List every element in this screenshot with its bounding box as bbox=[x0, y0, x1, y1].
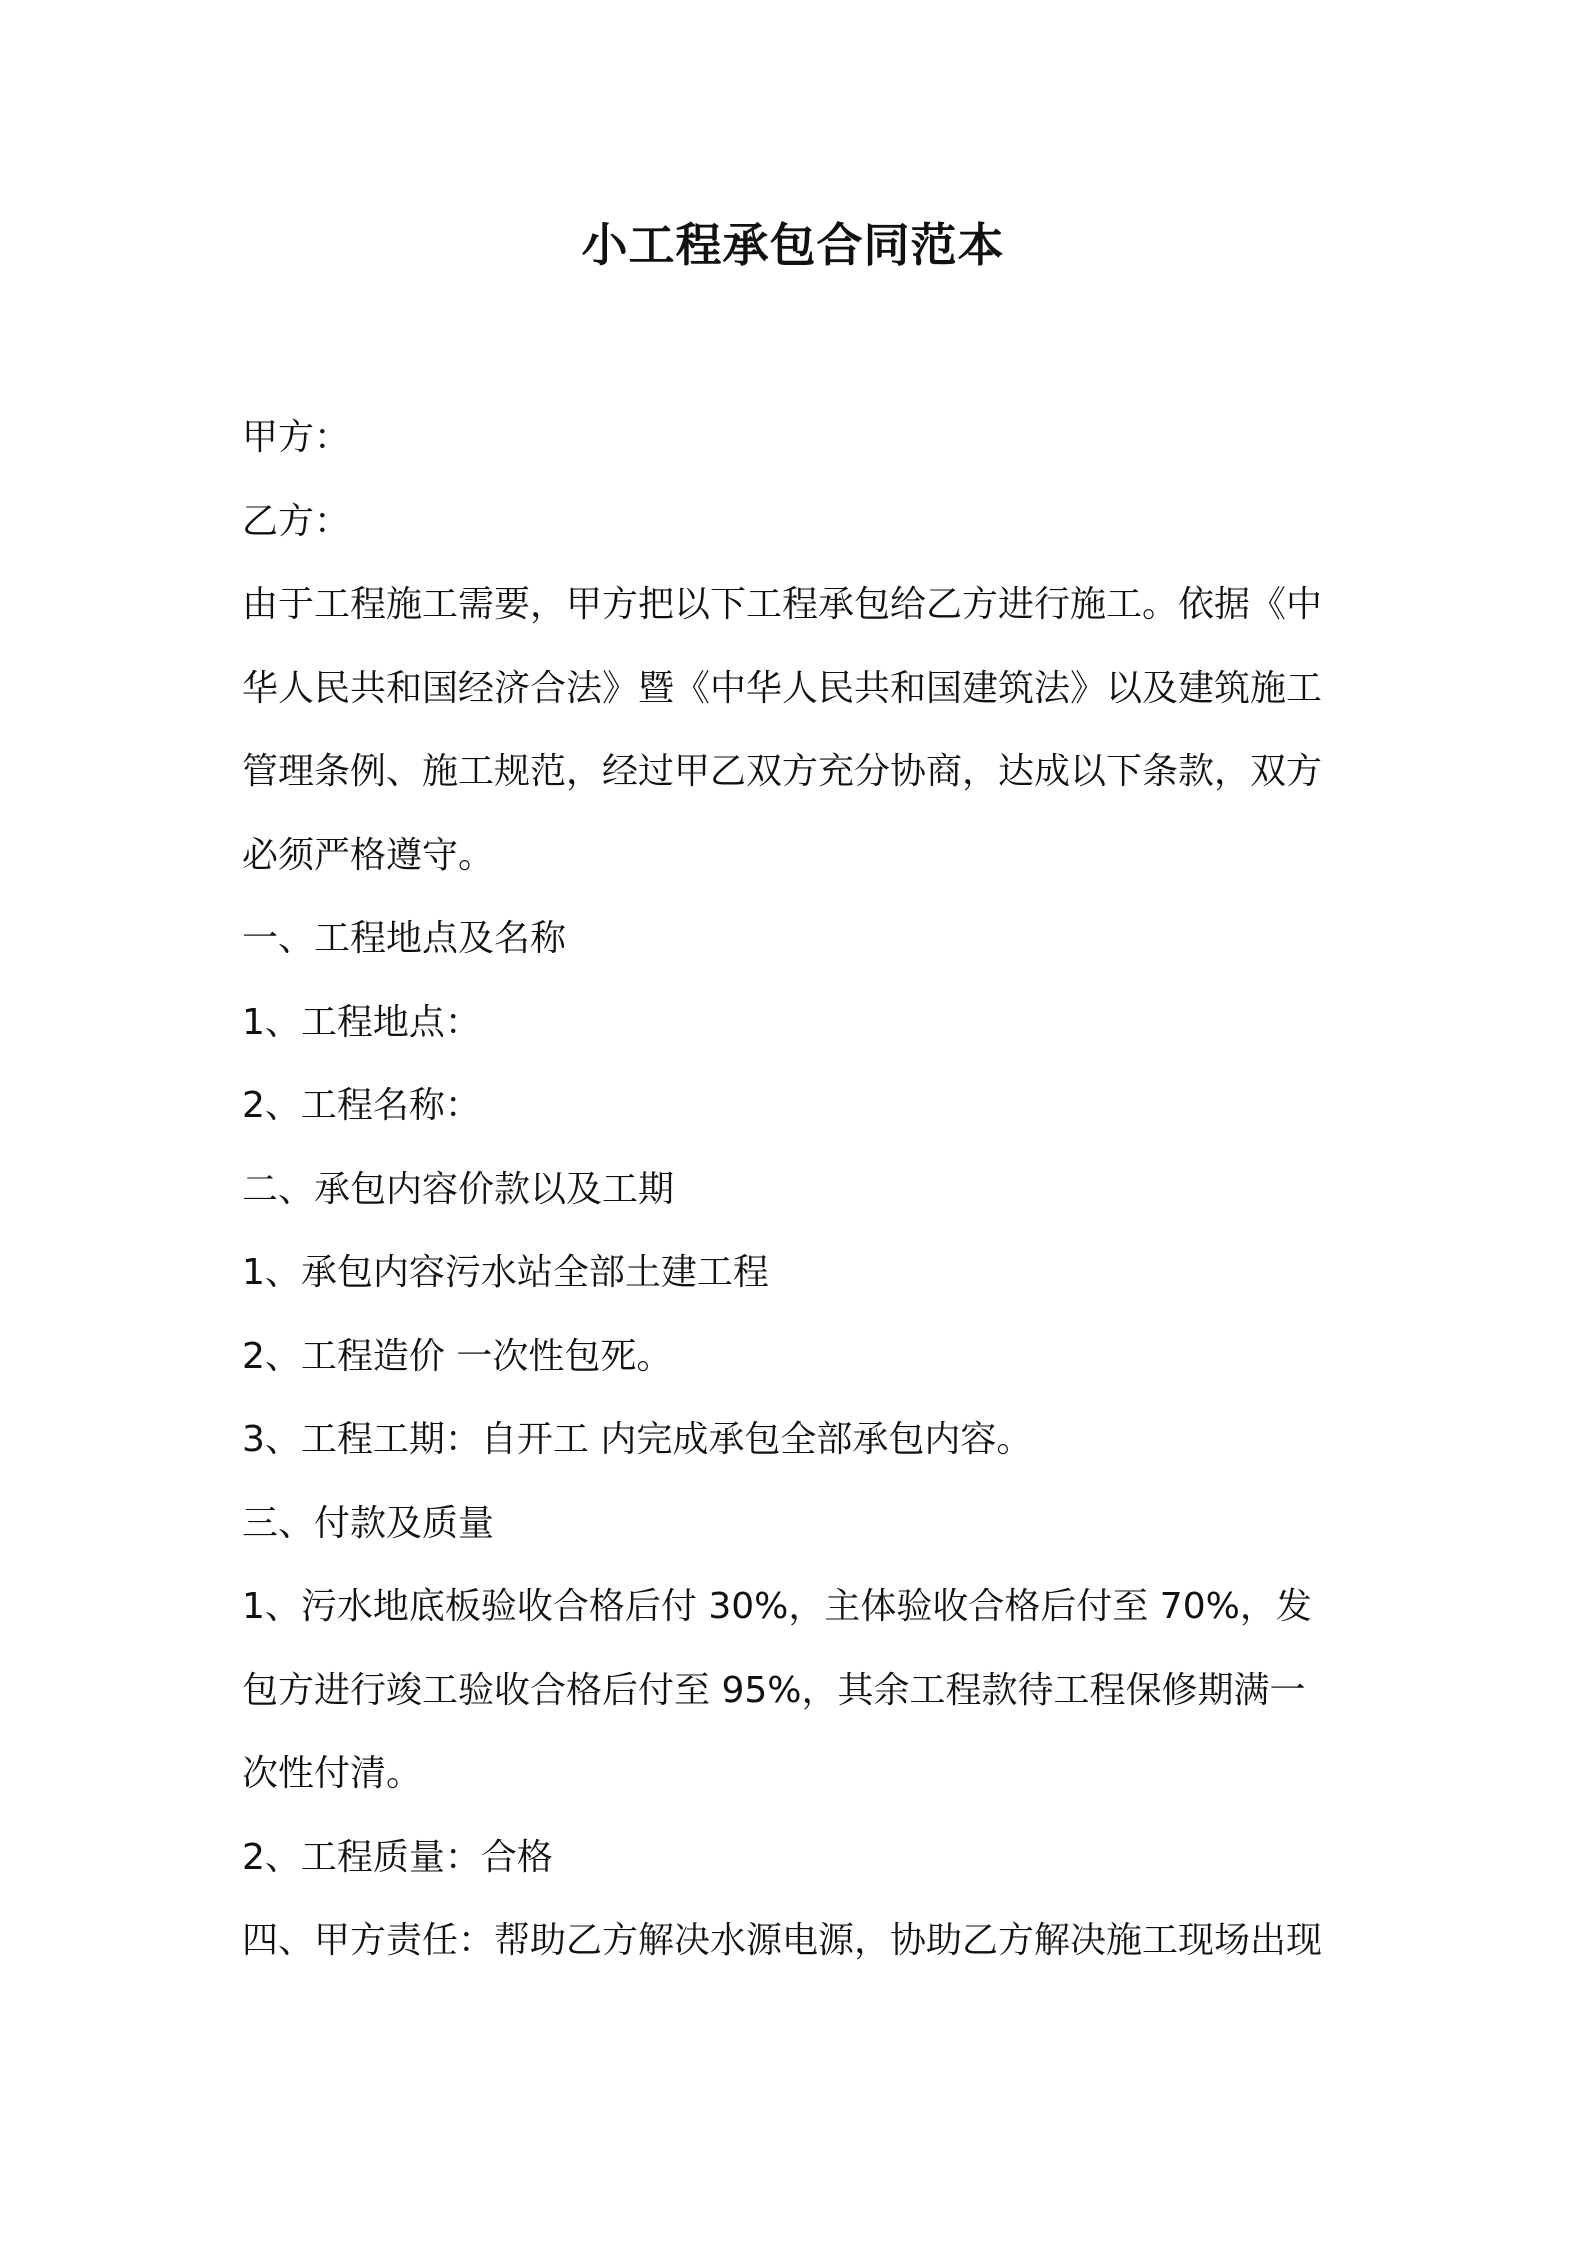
project-cost-line: 2、工程造价 一次性包死。 bbox=[242, 1335, 673, 1377]
payment-line-3: 次性付清。 bbox=[242, 1753, 423, 1794]
preamble-line-3: 管理条例、施工规范，经过甲乙双方充分协商，达成以下条款，双方 bbox=[242, 751, 1323, 792]
preamble-line-1: 由于工程施工需要，甲方把以下工程承包给乙方进行施工。依据《中 bbox=[242, 584, 1323, 625]
project-name-line: 2、工程名称： bbox=[242, 1085, 481, 1126]
project-location-line: 1、工程地点： bbox=[242, 1001, 481, 1043]
section-heading-2: 二、承包内容价款以及工期 bbox=[242, 1168, 675, 1210]
document-body bbox=[242, 396, 1367, 1983]
party-a-line: 甲方： bbox=[242, 417, 351, 458]
project-duration-line: 3、工程工期：自开工 内完成承包全部承包内容。 bbox=[242, 1419, 1033, 1460]
document-title: 小工程承包合同范本 bbox=[581, 218, 1005, 272]
quality-line: 2、工程质量：合格 bbox=[242, 1836, 553, 1878]
section-heading-1: 一、工程地点及名称 bbox=[242, 918, 567, 959]
payment-line-1: 1、污水地底板验收合格后付 30%，主体验收合格后付至 70%，发 bbox=[242, 1586, 1312, 1627]
payment-line-2: 包方进行竣工验收合格后付至 95%，其余工程款待工程保修期满一 bbox=[242, 1669, 1306, 1711]
section-heading-3: 三、付款及质量 bbox=[242, 1502, 495, 1544]
party-b-line: 乙方： bbox=[242, 500, 351, 542]
preamble-line-4: 必须严格遵守。 bbox=[242, 834, 495, 876]
preamble-line-2: 华人民共和国经济合法》暨《中华人民共和国建筑法》以及建筑施工 bbox=[242, 667, 1323, 709]
section-heading-4: 四、甲方责任：帮助乙方解决水源电源，协助乙方解决施工现场出现 bbox=[242, 1920, 1323, 1961]
contract-content-line: 1、承包内容污水站全部土建工程 bbox=[242, 1252, 769, 1293]
